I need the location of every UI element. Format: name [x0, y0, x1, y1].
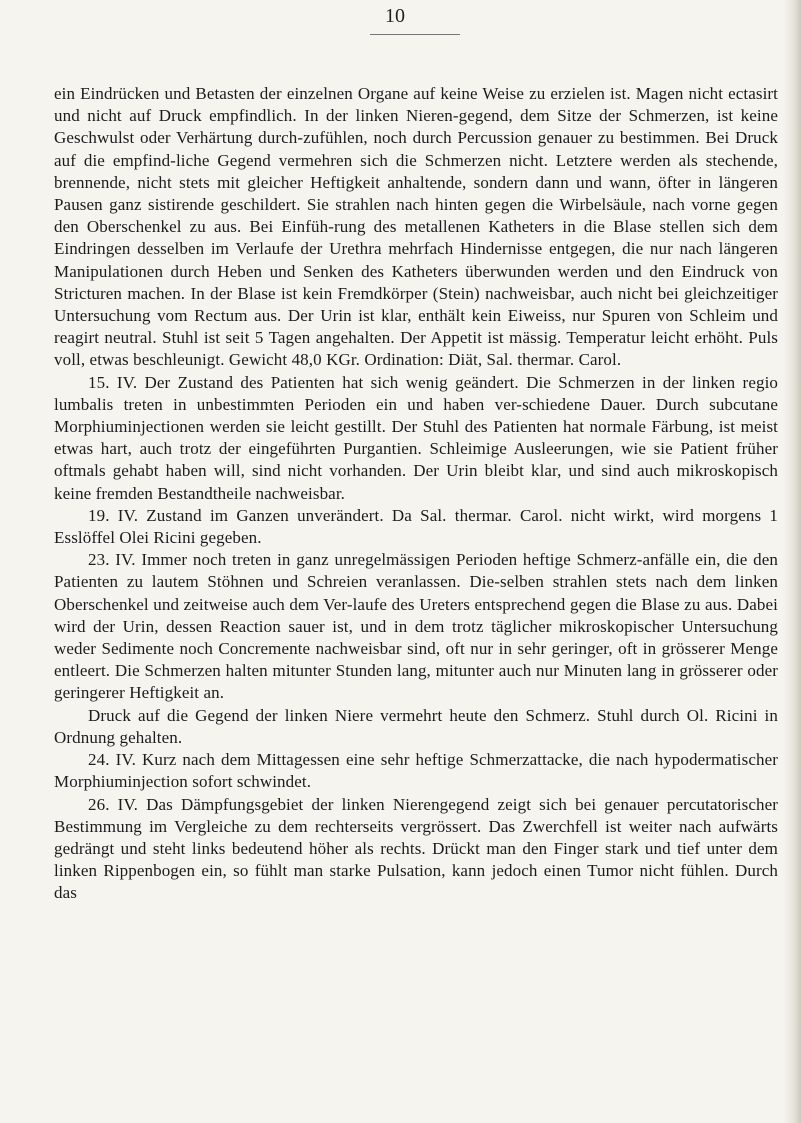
paragraph-1: ein Eindrücken und Betasten der einzelnen Organe auf keine Weise zu erzielen ist. Magen nicht ectasirt und nicht auf Druck empfindlich. In der linken Nieren-gegend, dem Sitze der Schmerzen, ist keine Geschwulst oder Verhärtung durch-zufühlen, noch durch Percussion genauer zu bestimmen. Bei Druck auf die empfind-liche Gegend vermehren sich die Schmerzen nicht. Letztere werden als stechende, brennende, nicht stets mit gleicher Heftigkeit anhaltende, sondern dann und wann, öfter in längeren Pausen ganz sistirende geschildert. Sie strahlen nach hinten gegen die Wirbelsäule, nach vorne gegen den Oberschenkel zu aus. Bei Einfüh-rung des metallenen Katheters in die Blase stellen sich dem Eindringen desselben im Verlaufe der Urethra mehrfach Hindernisse entgegen, die nur nach längeren Manipulationen durch Heben und Senken des Katheters überwunden werden und den Eindruck von Stricturen machen. In der Blase ist kein Fremdkörper (Stein) nachweisbar, auch nicht bei gleichzeitiger Untersuchung vom Rectum aus. Der Urin ist klar, enthält kein Eiweiss, nur Spuren von Schleim und reagirt neutral. Stuhl ist seit 5 Tagen angehalten. Der Appetit ist mässig. Temperatur leicht erhöht. Puls voll, etwas beschleunigt. Gewicht 48,0 KGr. Ordination: Diät, Sal. thermar. Carol. — [54, 84, 778, 370]
paragraph-4: 23. IV. Immer noch treten in ganz unregelmässigen Perioden heftige Schmerz-anfälle ein, die den Patienten zu lautem Stöhnen und Schreien veranlassen. Die-selben strahlen stets nach dem linken Oberschenkel und zeitweise auch dem Ver-laufe des Ureters entsprechend gegen die Blase zu aus. Dabei wird der Urin, dessen Reaction sauer ist, und in dem trotz täglicher mikroskopischer Untersuchung weder Sedimente noch Concremente nachweisbar sind, oft nur in sehr geringer, oft in grösserer Menge entleert. Die Schmerzen halten mitunter Stunden lang, mitunter auch nur Minuten lang in grösserer oder geringerer Heftigkeit an. — [54, 550, 778, 703]
paragraph-2: 15. IV. Der Zustand des Patienten hat sich wenig geändert. Die Schmerzen in der linken regio lumbalis treten in unbestimmten Perioden ein und haben ver-schiedene Dauer. Durch subcutane Morphiuminjectionen werden sie leicht gestillt. Der Stuhl des Patienten hat normale Färbung, ist meist etwas hart, auch trotz der eingeführten Purgantien. Schleimige Ausleerungen, wie sie Patient früher oftmals gehabt haben will, sind nicht vorhanden. Der Urin bleibt klar, und sind auch mikroskopisch keine fremden Bestandtheile nachweisbar. — [54, 372, 778, 503]
page-number: 10 — [385, 5, 405, 27]
paragraph-5: Druck auf die Gegend der linken Niere vermehrt heute den Schmerz. Stuhl durch Ol. Ricini in Ordnung gehalten. — [54, 705, 778, 747]
paragraph-6: 24. IV. Kurz nach dem Mittagessen eine sehr heftige Schmerzattacke, die nach hypodermatischer Morphiuminjection sofort schwindet. — [54, 750, 778, 792]
header-rule — [370, 34, 460, 35]
paragraph-3: 19. IV. Zustand im Ganzen unverändert. Da Sal. thermar. Carol. nicht wirkt, wird morgens 1 Esslöffel Olei Ricini gegeben. — [54, 505, 778, 548]
paragraph-7: 26. IV. Das Dämpfungsgebiet der linken Nierengegend zeigt sich bei genauer percutatorischer Bestimmung im Vergleiche zu dem rechterseits vergrössert. Das Zwerchfell ist weiter nach aufwärts gedrängt und steht links bedeutend höher als rechts. Drückt man den Finger stark und tief unter dem linken Rippenbogen ein, so fühlt man starke Pulsation, kann jedoch einen Tumor nicht fühlen. Durch das — [54, 794, 778, 903]
scan-edge-shadow — [783, 0, 801, 1123]
body-text — [54, 83, 778, 905]
